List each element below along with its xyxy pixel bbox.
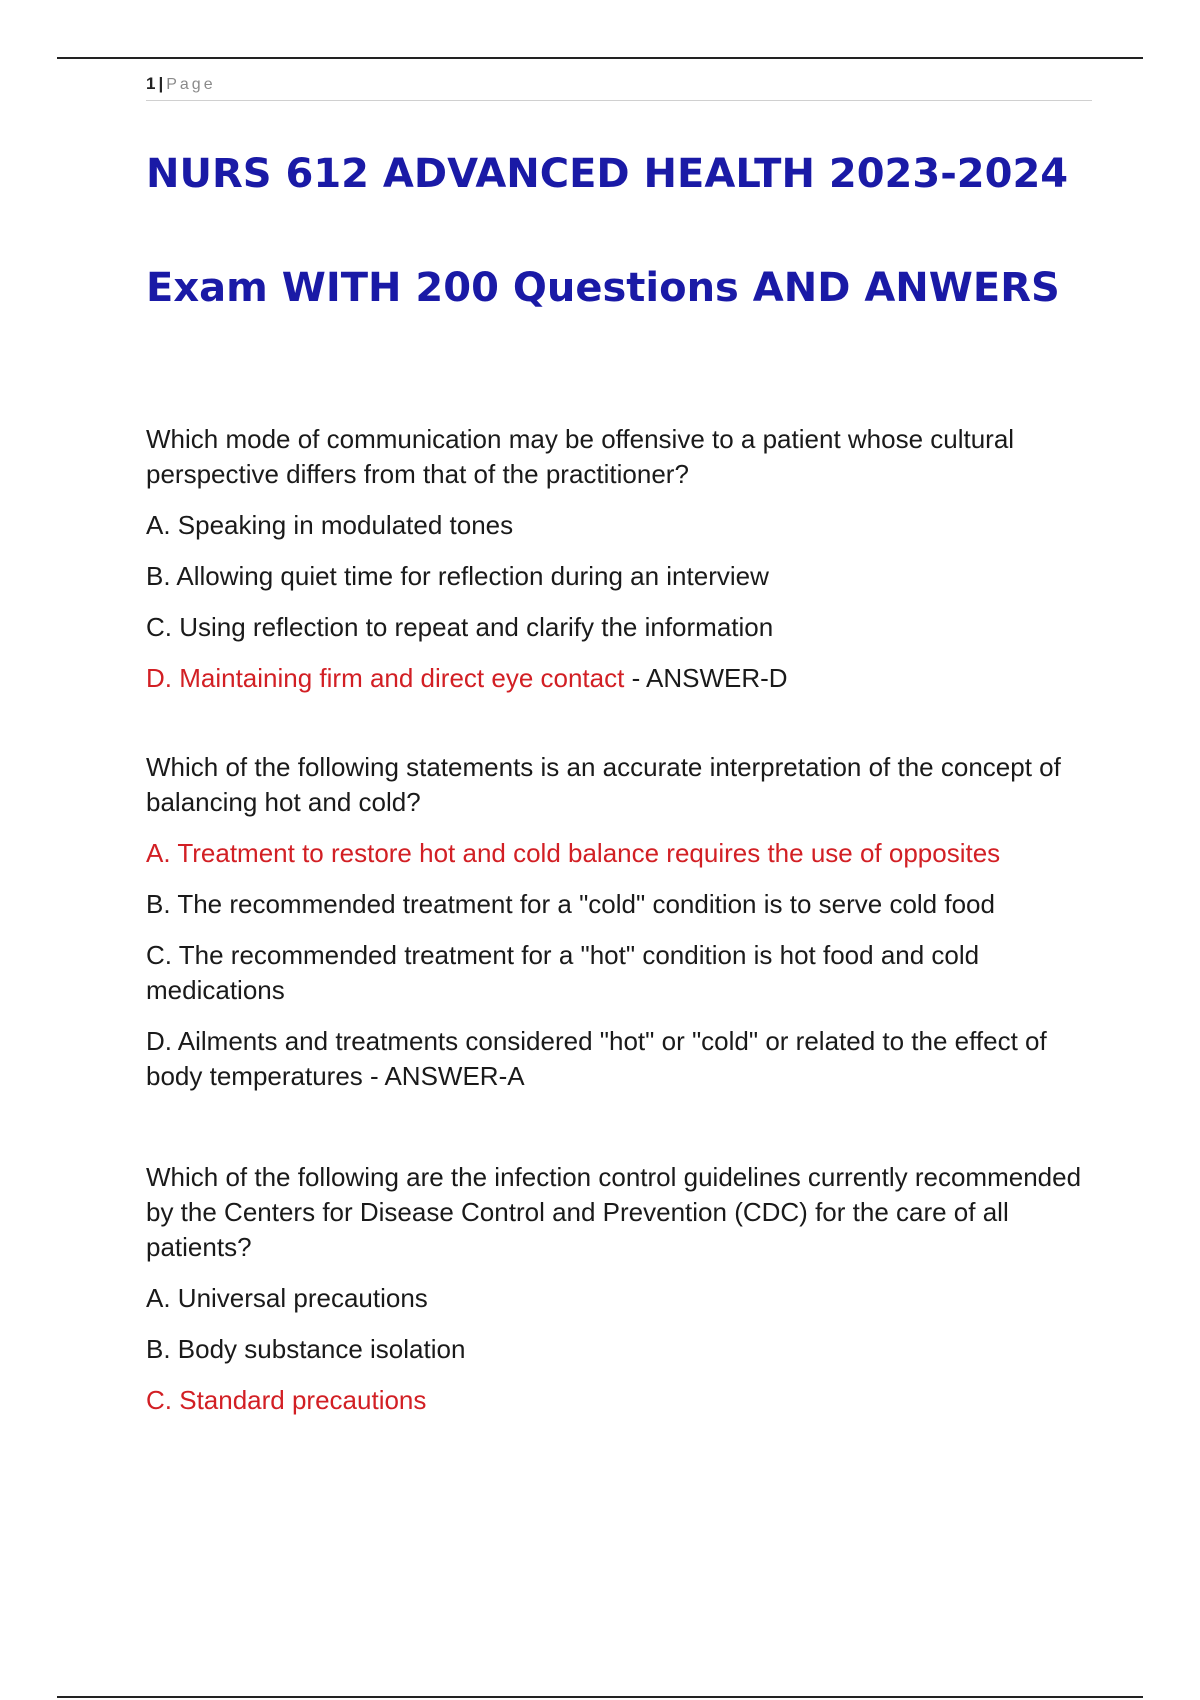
question-block <box>146 1160 1092 1418</box>
spacer <box>146 712 1092 750</box>
question-text: Which of the following statements is an accurate interpretation of the concept of balancing hot and cold? <box>146 752 1061 817</box>
question-block <box>146 422 1092 696</box>
question-list <box>146 422 1092 1434</box>
answer-option: D. Ailments and treatments considered "hot" or "cold" or related to the effect of body temperatures - ANSWER-A <box>146 1026 1047 1091</box>
answer-option: C. Using reflection to repeat and clarify the information <box>146 612 774 642</box>
answer-key: - ANSWER-D <box>624 663 788 693</box>
answer-option-correct-line <box>146 661 1092 696</box>
document-title-line2: Exam WITH 200 Questions AND ANWERS <box>146 265 1060 311</box>
top-rule <box>57 57 1143 59</box>
answer-option: A. Speaking in modulated tones <box>146 510 514 540</box>
page-label: Page <box>166 76 216 93</box>
spacer <box>146 1110 1092 1160</box>
bottom-rule <box>57 1696 1143 1698</box>
correct-answer-option: C. Standard precautions <box>146 1385 427 1415</box>
page-header <box>146 74 1092 101</box>
question-block <box>146 750 1092 1094</box>
question-text: Which of the following are the infection control guidelines currently recommended by the Centers for Disease Control and Prevention (CDC) for the care of all patients? <box>146 1162 1082 1262</box>
correct-answer-option: A. Treatment to restore hot and cold balance requires the use of opposites <box>146 838 1001 868</box>
question-text: Which mode of communication may be offensive to a patient whose cultural perspective differs from that of the practitioner? <box>146 424 1015 489</box>
answer-option: B. The recommended treatment for a "cold" condition is to serve cold food <box>146 889 995 919</box>
answer-option: B. Body substance isolation <box>146 1334 466 1364</box>
document-title-line1: NURS 612 ADVANCED HEALTH 2023-2024 <box>146 151 1069 197</box>
answer-option: A. Universal precautions <box>146 1283 428 1313</box>
page-separator: | <box>158 74 164 93</box>
page-number: 1 <box>146 74 156 93</box>
answer-option: B. Allowing quiet time for reflection during an interview <box>146 561 769 591</box>
correct-answer-option: D. Maintaining firm and direct eye contact <box>146 663 625 693</box>
answer-option: C. The recommended treatment for a "hot" condition is hot food and cold medications <box>146 940 980 1005</box>
